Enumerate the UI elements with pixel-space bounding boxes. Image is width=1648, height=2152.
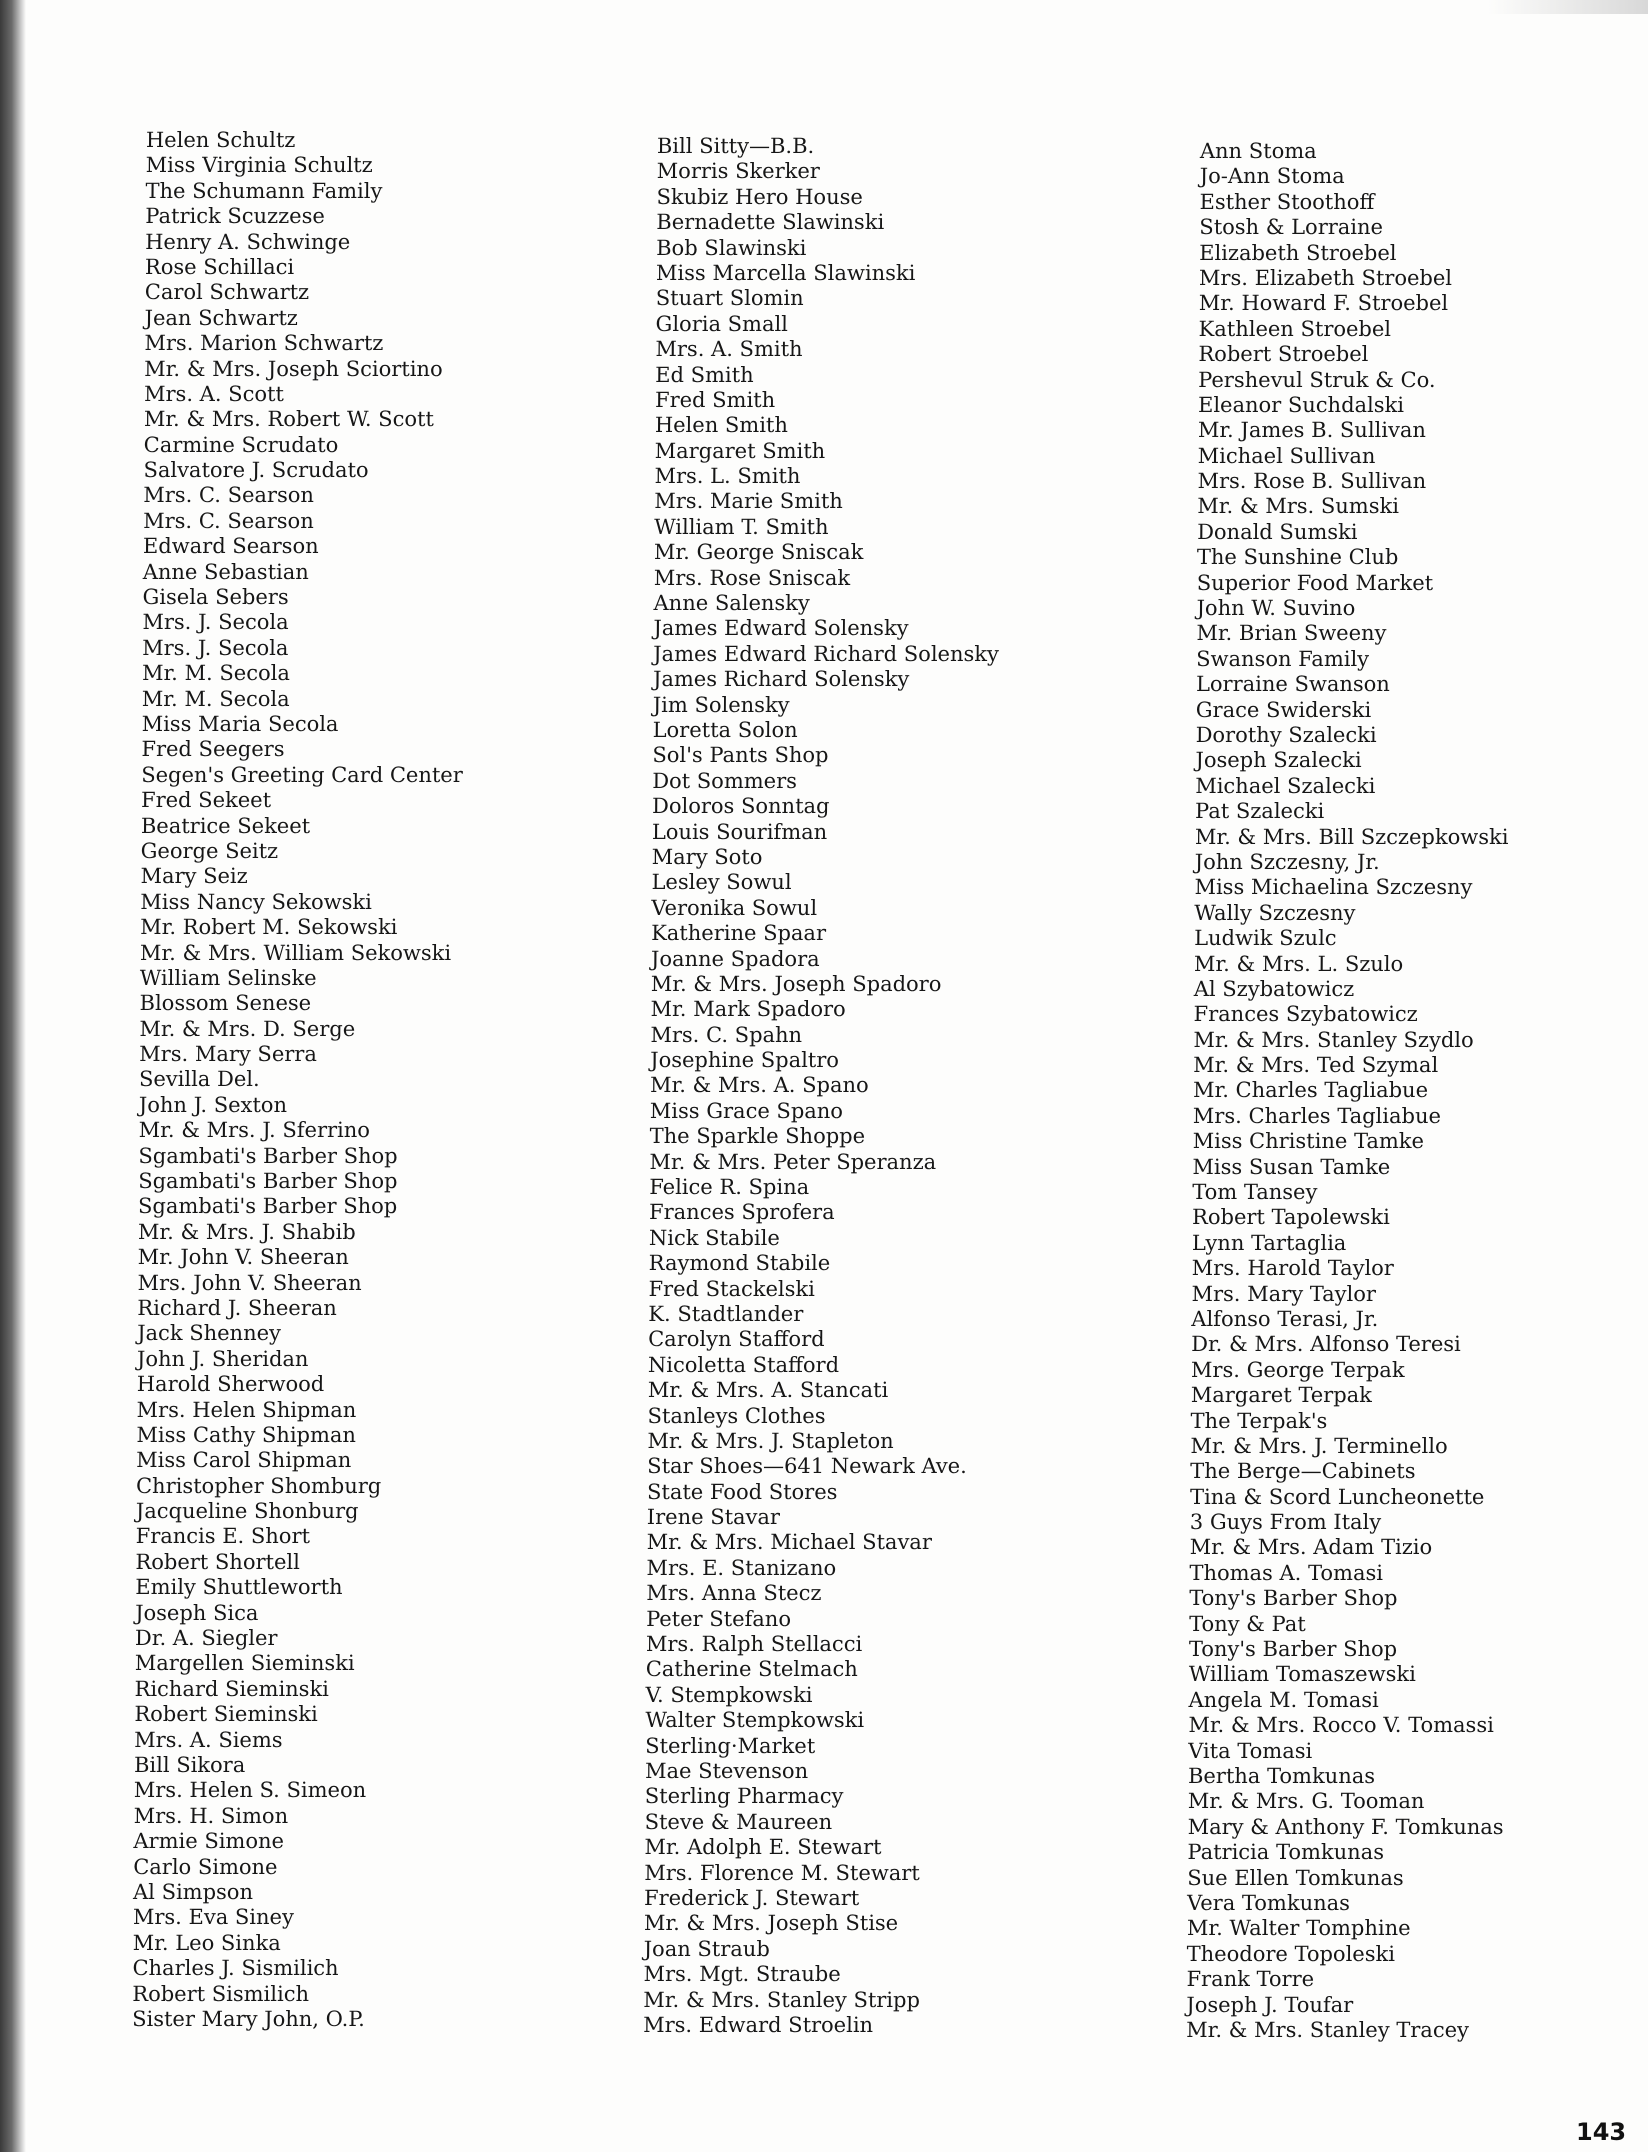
patron-name: Patrick Scuzzese	[145, 204, 325, 229]
patron-name: Miss Cathy Shipman	[136, 1422, 357, 1447]
patron-name: Richard Sieminski	[134, 1676, 330, 1701]
patron-name: Beatrice Sekeet	[140, 813, 311, 838]
patron-name: Loretta Solon	[652, 717, 798, 742]
patron-name: Joseph J. Toufar	[1186, 1992, 1354, 2017]
patron-name: Mary & Anthony F. Tomkunas	[1187, 1814, 1504, 1839]
patron-name: State Food Stores	[646, 1479, 838, 1504]
patron-name: Mrs. Florence M. Stewart	[644, 1860, 920, 1885]
patron-name: Al Simpson	[132, 1879, 254, 1904]
patron-name: Stosh & Lorraine	[1199, 215, 1384, 240]
patron-name: Mr. & Mrs. J. Stapleton	[647, 1428, 894, 1453]
patron-name: Armie Simone	[133, 1829, 285, 1854]
patron-name: Mr. & Mrs. J. Shabib	[137, 1219, 356, 1244]
patron-name: Mrs. Eva Siney	[132, 1905, 294, 1930]
page-number: 143	[1576, 2118, 1627, 2146]
patron-name: Raymond Stabile	[648, 1251, 831, 1276]
patron-name: The Berge—Cabinets	[1190, 1459, 1416, 1484]
patron-name: Margellen Sieminski	[134, 1651, 355, 1676]
patron-name: Miss Nancy Sekowski	[140, 889, 372, 914]
patron-name: Mr. & Mrs. Bill Szczepkowski	[1194, 824, 1509, 849]
patron-name: Thomas A. Tomasi	[1189, 1560, 1384, 1585]
patron-name: Nick Stabile	[648, 1225, 780, 1250]
patron-name: Frank Torre	[1186, 1967, 1315, 1992]
patron-name: Gisela Sebers	[142, 585, 289, 610]
patron-name: Fred Stackelski	[648, 1276, 815, 1301]
patron-name: Henry A. Schwinge	[145, 229, 351, 254]
patron-name: William Selinske	[139, 965, 317, 990]
patron-name: Mrs. Mary Serra	[139, 1042, 317, 1067]
patron-name: Sister Mary John, O.P.	[132, 2006, 365, 2031]
patron-name: Veronika Sowul	[651, 895, 818, 920]
patron-name: Mr. & Mrs. G. Tooman	[1187, 1789, 1425, 1814]
patron-name: Bertha Tomkunas	[1187, 1764, 1376, 1788]
patron-name: Emily Shuttleworth	[135, 1575, 343, 1600]
patron-name: Mrs. Mary Taylor	[1191, 1281, 1377, 1306]
patron-name: Doloros Sonntag	[651, 794, 830, 819]
patron-name: Mr. & Mrs. Stanley Tracey	[1186, 2017, 1470, 2042]
patron-name: Pershevul Struk & Co.	[1198, 367, 1436, 392]
patron-name: Mr. & Mrs. L. Szulo	[1193, 951, 1404, 976]
patron-name: Sevilla Del.	[138, 1067, 260, 1092]
patron-name: Skubiz Hero House	[656, 184, 863, 209]
patron-name: Mr. & Mrs. J. Sferrino	[138, 1118, 371, 1143]
patron-name: Sgambati's Barber Shop	[138, 1143, 398, 1168]
patron-name: Mrs. C. Spahn	[650, 1022, 803, 1047]
patron-name: Salvatore J. Scrudato	[143, 458, 369, 483]
patron-name: Helen Smith	[654, 413, 789, 438]
patron-name: Mrs. Edward Stroelin	[643, 2012, 874, 2037]
patron-name: Mrs. Ralph Stellacci	[645, 1632, 863, 1657]
patron-name: Mrs. John V. Sheeran	[137, 1270, 362, 1295]
patron-name: Jean Schwartz	[144, 305, 298, 330]
patron-name: Harold Sherwood	[136, 1372, 325, 1397]
patron-name: Joseph Szalecki	[1195, 748, 1362, 773]
patron-name: Mr. & Mrs. Michael Stavar	[646, 1530, 932, 1555]
patron-name: Blossom Senese	[139, 991, 312, 1016]
patron-name: Miss Susan Tamke	[1192, 1154, 1391, 1179]
patron-name: Mrs. A. Smith	[655, 337, 803, 362]
patron-name: Jack Shenney	[137, 1321, 282, 1346]
patron-name: Mr. & Mrs. Peter Speranza	[649, 1149, 937, 1174]
patron-name: Star Shoes—641 Newark Ave.	[647, 1454, 967, 1479]
patron-name: James Richard Solensky	[652, 667, 910, 692]
patron-name: Mr. M. Secola	[141, 661, 290, 686]
patron-name: Ludwik Szulc	[1194, 926, 1337, 951]
patron-name: Mrs. C. Searson	[143, 483, 315, 508]
patron-name: William Tomaszewski	[1188, 1662, 1416, 1687]
patron-name: James Edward Solensky	[653, 616, 909, 641]
patron-name: Mrs. C. Searson	[143, 508, 314, 533]
patron-name: John J. Sexton	[138, 1092, 288, 1117]
patron-name: V. Stempkowski	[645, 1682, 813, 1707]
patron-name: Jacqueline Shonburg	[135, 1499, 359, 1524]
patron-name: Robert Stroebel	[1198, 342, 1369, 367]
patron-name: The Schumann Family	[145, 178, 383, 203]
patron-name: Mr. Adolph E. Stewart	[644, 1835, 882, 1860]
patron-name: Peter Stefano	[646, 1606, 792, 1631]
patron-name: Anne Sebastian	[142, 559, 309, 584]
patron-name: Mr. James B. Sullivan	[1197, 418, 1427, 443]
patron-name: Miss Michaelina Szczesny	[1194, 875, 1473, 900]
patron-name: Frederick J. Stewart	[643, 1885, 860, 1910]
patron-name: Mr. George Sniscak	[653, 540, 864, 565]
name-column-1	[132, 128, 468, 2032]
patron-name: Anne Salensky	[653, 591, 810, 616]
patron-name: Jim Solensky	[652, 692, 790, 717]
patron-name: Kathleen Stroebel	[1198, 316, 1392, 341]
patron-name: Mae Stevenson	[644, 1759, 809, 1783]
patron-name: Carlo Simone	[133, 1854, 278, 1879]
patron-name: Mary Seiz	[140, 864, 248, 889]
patron-name: Mrs. Mgt. Straube	[643, 1962, 841, 1987]
patron-name: Steve & Maureen	[644, 1809, 833, 1834]
patron-name: Miss Marcella Slawinski	[655, 260, 916, 285]
patron-name: Tom Tansey	[1192, 1180, 1318, 1205]
patron-name: Dot Sommers	[652, 768, 798, 793]
patron-name: Stanleys Clothes	[647, 1403, 826, 1428]
patron-name: Alfonso Terasi, Jr.	[1191, 1306, 1379, 1331]
patron-name: Robert Tapolewski	[1192, 1205, 1390, 1230]
patron-name: Nicoletta Stafford	[647, 1352, 840, 1377]
patron-name: Mr. & Mrs. A. Spano	[649, 1073, 869, 1098]
patron-name: Al Szybatowicz	[1193, 976, 1355, 1001]
patron-name: Elizabeth Stroebel	[1199, 240, 1397, 265]
patron-name: Francis E. Short	[135, 1524, 311, 1549]
patron-name: Mary Soto	[651, 844, 763, 869]
patron-name: Lorraine Swanson	[1195, 672, 1390, 697]
patron-name: 3 Guys From Italy	[1189, 1510, 1382, 1535]
patron-name: Christopher Shomburg	[135, 1473, 382, 1498]
patron-name: Mr. & Mrs. William Sekowski	[139, 940, 452, 965]
patron-name: Dr. & Mrs. Alfonso Teresi	[1191, 1332, 1461, 1357]
patron-name: Mrs. Marie Smith	[654, 489, 843, 514]
patron-name: Eleanor Suchdalski	[1197, 392, 1405, 417]
patron-name: Vera Tomkunas	[1186, 1890, 1351, 1915]
patron-name: Felice R. Spina	[649, 1175, 810, 1200]
patron-name: Tony's Barber Shop	[1188, 1637, 1398, 1662]
patron-name: Joseph Sica	[135, 1600, 259, 1625]
book-spine-shadow	[0, 0, 26, 2152]
patron-name: Mr. Mark Spadoro	[650, 997, 846, 1022]
patron-name: Robert Sismilich	[132, 1981, 310, 2006]
patron-name: Mr. Charles Tagliabue	[1192, 1078, 1429, 1103]
patron-name: Mrs. Charles Tagliabue	[1192, 1103, 1442, 1128]
patron-name: Fred Seegers	[141, 737, 285, 762]
patron-name: K. Stadtlander	[648, 1301, 804, 1326]
patron-name: Fred Sekeet	[140, 788, 272, 813]
patron-name: Ed Smith	[655, 362, 754, 387]
patron-name: Catherine Stelmach	[645, 1657, 858, 1682]
patron-name: Wally Szczesny	[1194, 900, 1356, 925]
patron-name: Edward Searson	[142, 534, 319, 559]
patron-name: Robert Shortell	[135, 1549, 300, 1574]
patron-name: Mr. & Mrs. Adam Tizio	[1189, 1535, 1433, 1560]
patron-name: John W. Suvino	[1196, 596, 1356, 621]
patron-name: Bill Sitty—B.B.	[656, 134, 815, 158]
patron-name: Bob Slawinski	[656, 235, 807, 260]
patron-name: Sterling Pharmacy	[644, 1784, 844, 1809]
patron-name: Margaret Smith	[654, 438, 826, 463]
patron-name: Irene Stavar	[646, 1505, 781, 1530]
patron-name: Mrs. J. Secola	[142, 610, 289, 635]
patron-name: Miss Grace Spano	[649, 1098, 844, 1123]
patron-name: Josephine Spaltro	[650, 1048, 840, 1073]
patron-name: Angela M. Tomasi	[1188, 1687, 1379, 1712]
patron-name: The Sunshine Club	[1196, 545, 1399, 570]
patron-name: Mrs. A. Scott	[143, 381, 284, 406]
patron-name: Miss Christine Tamke	[1192, 1129, 1425, 1154]
patron-name: Mr. & Mrs. Stanley Stripp	[643, 1987, 921, 2012]
patron-name: Mr. John V. Sheeran	[137, 1245, 349, 1270]
patron-name: Segen's Greeting Card Center	[141, 762, 463, 787]
patron-name: John Szczesny, Jr.	[1194, 849, 1380, 874]
patron-name: Mr. & Mrs. D. Serge	[139, 1016, 356, 1041]
patron-name: George Seitz	[140, 838, 279, 863]
patron-name: John J. Sheridan	[136, 1346, 309, 1371]
patron-name: Mrs. Marion Schwartz	[144, 331, 384, 356]
patron-name: Donald Sumski	[1197, 519, 1358, 544]
patron-name: Walter Stempkowski	[645, 1708, 865, 1733]
patron-name: The Sparkle Shoppe	[649, 1124, 866, 1149]
patron-name: Fred Smith	[654, 387, 776, 412]
patron-name: Sgambati's Barber Shop	[138, 1169, 398, 1194]
patron-name: Carolyn Stafford	[648, 1327, 825, 1352]
patron-name: Tony's Barber Shop	[1189, 1586, 1398, 1611]
patron-name: Mr. & Mrs. Joseph Spadoro	[650, 971, 942, 996]
patron-name: The Terpak's	[1190, 1408, 1328, 1433]
patron-name: Mrs. L. Smith	[654, 464, 801, 489]
patron-name: Helen Schultz	[145, 128, 296, 152]
patron-name: Pat Szalecki	[1194, 799, 1325, 824]
patron-name: Mrs. Elizabeth Stroebel	[1198, 265, 1453, 290]
patron-name: Mrs. Harold Taylor	[1191, 1256, 1394, 1281]
page-edge-shadow	[1488, 0, 1648, 14]
patron-name: Joan Straub	[643, 1936, 770, 1961]
patron-name: Mr. & Mrs. Stanley Szydlo	[1193, 1027, 1474, 1052]
patron-name: Swanson Family	[1196, 646, 1370, 671]
patron-name: Mr. & Mrs. Ted Szymal	[1193, 1053, 1439, 1078]
patron-name: Joanne Spadora	[650, 946, 820, 971]
patron-name: Mr. Leo Sinka	[132, 1930, 281, 1955]
patron-name: Grace Swiderski	[1195, 697, 1372, 722]
patron-name: Charles J. Sismilich	[132, 1956, 339, 1981]
patron-name: Mrs. Anna Stecz	[646, 1581, 822, 1606]
patron-name: Frances Szybatowicz	[1193, 1002, 1418, 1027]
patron-name: Michael Szalecki	[1195, 773, 1376, 798]
patron-name: Sgambati's Barber Shop	[138, 1194, 398, 1219]
patron-name: Mrs. Helen Shipman	[136, 1397, 357, 1422]
patron-name: Miss Carol Shipman	[136, 1448, 352, 1473]
patron-name: Dr. A. Siegler	[134, 1626, 278, 1651]
patron-name: Stuart Slomin	[655, 286, 804, 311]
patron-name: Gloria Small	[655, 311, 789, 336]
patron-name: Mr. Brian Sweeny	[1196, 621, 1387, 646]
patron-name: Mr. Howard F. Stroebel	[1198, 291, 1449, 316]
patron-name: Mrs. J. Secola	[142, 635, 289, 660]
patron-name: Mrs. Rose Sniscak	[653, 565, 851, 590]
patron-name: Louis Sourifman	[651, 819, 828, 844]
patron-name: Miss Virginia Schultz	[145, 153, 373, 178]
patron-name: Rose Schillaci	[144, 254, 295, 279]
patron-name: Mr. & Mrs. Rocco V. Tomassi	[1188, 1713, 1494, 1738]
patron-name: Miss Maria Secola	[141, 711, 339, 736]
patron-name: Mr. & Mrs. Sumski	[1197, 494, 1400, 519]
patron-name: Theodore Topoleski	[1186, 1941, 1396, 1966]
name-column-3	[1186, 139, 1516, 2043]
patron-name: Mr. & Mrs. A. Stancati	[647, 1378, 889, 1403]
patron-name: Michael Sullivan	[1197, 443, 1376, 468]
patron-name: Mrs. H. Simon	[133, 1803, 289, 1828]
patron-name: William T. Smith	[654, 514, 829, 539]
patron-name: James Edward Richard Solensky	[653, 641, 999, 666]
patron-name: Mr. Walter Tomphine	[1186, 1916, 1411, 1941]
patron-name: Dorothy Szalecki	[1195, 722, 1377, 747]
patron-name: Robert Sieminski	[134, 1702, 318, 1727]
patron-name: Bernadette Slawinski	[656, 210, 885, 235]
patron-name: Katherine Spaar	[651, 921, 827, 946]
patron-name: Mr. & Mrs. Joseph Sciortino	[144, 356, 443, 381]
patron-name: Mr. & Mrs. Robert W. Scott	[143, 407, 434, 432]
patron-name: Mrs. Helen S. Simeon	[133, 1778, 367, 1803]
patron-name: Lesley Sowul	[651, 870, 792, 895]
patron-name: Sterling·Market	[645, 1733, 816, 1758]
patron-name: Mrs. George Terpak	[1190, 1357, 1405, 1382]
patron-name: Tony & Pat	[1189, 1611, 1306, 1636]
patron-name: Ann Stoma	[1199, 139, 1317, 163]
patron-name: Carmine Scrudato	[143, 432, 339, 457]
patron-name: Sue Ellen Tomkunas	[1187, 1865, 1404, 1890]
patron-name: Tina & Scord Luncheonette	[1189, 1484, 1485, 1509]
patron-name: Mr. M. Secola	[141, 686, 290, 711]
patron-name: Bill Sikora	[133, 1753, 246, 1777]
patron-name: Mr. & Mrs. J. Terminello	[1190, 1433, 1448, 1458]
patron-name: Frances Sprofera	[649, 1200, 835, 1225]
patron-name: Patricia Tomkunas	[1187, 1840, 1385, 1865]
patron-name: Margaret Terpak	[1190, 1383, 1373, 1408]
patron-name: Esther Stoothoff	[1199, 189, 1375, 214]
patron-name: Superior Food Market	[1196, 570, 1434, 595]
patron-name: Mrs. A. Siems	[134, 1727, 283, 1752]
patron-name: Mrs. E. Stanizano	[646, 1555, 837, 1580]
patron-name: Mr. & Mrs. Joseph Stise	[643, 1911, 899, 1936]
patron-name: Jo-Ann Stoma	[1199, 164, 1345, 189]
name-column-2	[643, 134, 1003, 2038]
patron-name: Vita Tomasi	[1188, 1738, 1313, 1763]
patron-name: Carol Schwartz	[144, 280, 310, 305]
patron-name: Mrs. Rose B. Sullivan	[1197, 469, 1427, 494]
patron-name: Richard J. Sheeran	[137, 1295, 337, 1320]
patron-name: Morris Skerker	[656, 159, 820, 184]
patron-name: Sol's Pants Shop	[652, 743, 829, 768]
patron-name: Lynn Tartaglia	[1191, 1230, 1347, 1255]
patron-name: Mr. Robert M. Sekowski	[140, 915, 398, 940]
